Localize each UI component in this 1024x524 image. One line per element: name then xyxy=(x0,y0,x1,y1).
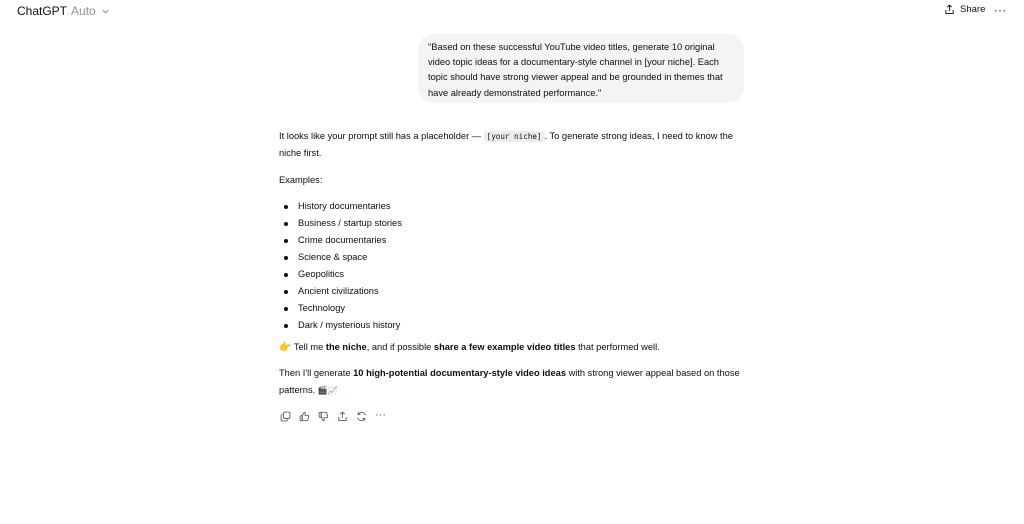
list-item: Geopolitics xyxy=(279,266,402,283)
clapper-chart-icons: 🎬📈 xyxy=(317,386,338,395)
share-response-button[interactable] xyxy=(336,410,349,423)
chevron-down-icon xyxy=(101,7,110,16)
then-paragraph: Then I'll generate 10 high-potential documentary-style video ideas with strong viewer appeal based on those patterns. 🎬📈 xyxy=(279,368,740,395)
more-icon[interactable]: ··· xyxy=(375,408,386,421)
examples-label: Examples: xyxy=(279,175,323,185)
model-name: ChatGPT xyxy=(17,4,68,18)
top-bar xyxy=(0,0,1024,24)
list-item: Technology xyxy=(279,300,402,317)
user-message: "Based on these successful YouTube video titles, generate 10 original video topic ideas for a documentary-style channel in [your niche]. Each topic should have strong viewer appeal and be grounded in themes that have already demonstrated performance." xyxy=(418,34,744,103)
code-placeholder: [your niche] xyxy=(484,131,545,142)
good-response-button[interactable] xyxy=(298,410,311,423)
regenerate-icon xyxy=(356,411,367,422)
list-item: Business / startup stories xyxy=(279,215,402,232)
model-variant: Auto xyxy=(71,4,96,18)
share-label: Share xyxy=(960,4,986,15)
thumbs-down-icon xyxy=(318,411,329,422)
share-icon xyxy=(337,411,348,422)
list-item: Crime documentaries xyxy=(279,232,402,249)
model-selector[interactable] xyxy=(17,4,110,18)
message-actions xyxy=(279,410,387,423)
more-options-button[interactable]: ··· xyxy=(994,3,1006,17)
share-icon xyxy=(944,4,955,15)
thumbs-up-icon xyxy=(299,411,310,422)
list-item: Ancient civilizations xyxy=(279,283,402,300)
pointing-hand-icon: 👉 xyxy=(279,342,292,353)
assistant-intro: It looks like your prompt still has a placeholder — [your niche] . To generate strong ideas, I need to know the niche first. xyxy=(279,131,733,158)
share-button[interactable] xyxy=(944,4,985,15)
bad-response-button[interactable] xyxy=(317,410,330,423)
copy-icon xyxy=(280,411,291,422)
list-item: Dark / mysterious history xyxy=(279,317,402,334)
regenerate-button[interactable] xyxy=(355,410,368,423)
list-item: History documentaries xyxy=(279,198,402,215)
tell-me-paragraph: 👉 Tell me the niche, and if possible share a few example video titles that performed well. xyxy=(279,342,660,353)
examples-list xyxy=(279,198,402,334)
list-item: Science & space xyxy=(279,249,402,266)
copy-button[interactable] xyxy=(279,410,292,423)
